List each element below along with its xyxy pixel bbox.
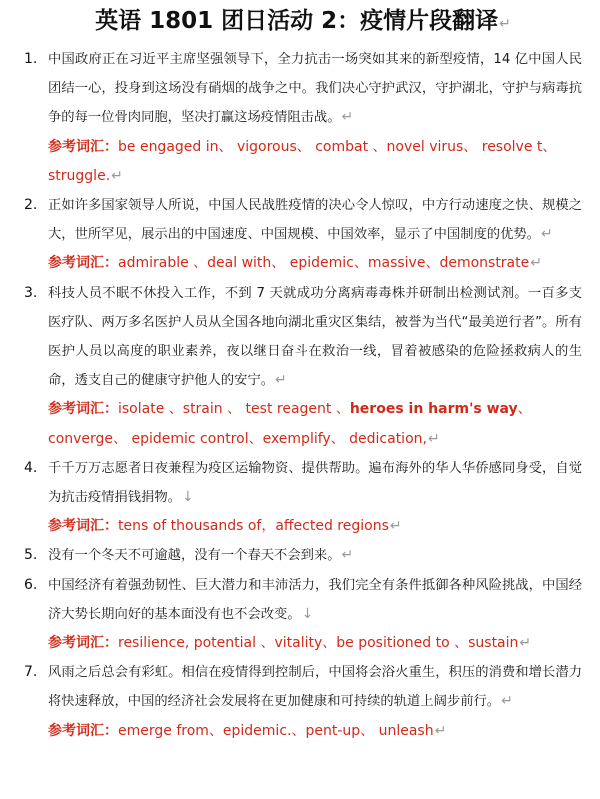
vocab-terms-bold: heroes in harm's way bbox=[349, 401, 518, 418]
item-text bbox=[48, 45, 582, 133]
paragraph-mark-icon: ↵ bbox=[501, 693, 513, 710]
vocab-terms: emerge from、epidemic.、pent-up、 unleash bbox=[118, 722, 434, 739]
paragraph-mark-icon: ↵ bbox=[111, 167, 123, 184]
vocab-terms: admirable 、deal with、 epidemic、massive、demonstrate bbox=[118, 255, 530, 272]
list-item bbox=[24, 454, 582, 542]
item-text-content: 千千万万志愿者日夜兼程为疫区运输物资、提供帮助。遍布海外的华人华侨感同身受，自觉为抗击疫情捐钱捐物。 bbox=[48, 460, 582, 506]
item-text-content: 中国政府正在习近平主席坚强领导下，全力抗击一场突如其来的新型疫情，14 亿中国人民团结一心，投身到这场没有硝烟的战争之中。我们决心守护武汉，守护湖北，守护与病毒抗争的每一位骨肉同胞，坚决打赢这场疫情阻击战。 bbox=[48, 52, 582, 126]
vocab-label: 参考词汇： bbox=[48, 635, 118, 652]
list-item bbox=[24, 541, 582, 570]
list-item bbox=[24, 658, 582, 746]
vocab-line bbox=[48, 395, 582, 453]
vocab-terms: be engaged in、 vigorous、 combat 、novel virus、 resolve t、 struggle. bbox=[48, 138, 557, 184]
list-item bbox=[24, 279, 582, 454]
list-item bbox=[24, 571, 582, 659]
item-number: 5. bbox=[24, 547, 38, 564]
item-text bbox=[48, 279, 582, 396]
item-text bbox=[48, 454, 582, 512]
item-number: 6. bbox=[24, 576, 38, 593]
line-break-mark-icon: ↓ bbox=[301, 605, 314, 622]
item-number: 4. bbox=[24, 459, 38, 476]
vocab-terms: resilience, potential 、vitality、be positioned to 、sustain bbox=[118, 635, 519, 652]
vocab-line bbox=[48, 629, 582, 658]
paragraph-mark-icon: ↵ bbox=[427, 430, 440, 447]
line-break-mark-icon: ↓ bbox=[181, 489, 194, 506]
item-number: 7. bbox=[24, 664, 38, 681]
item-text-content: 科技人员不眠不休投入工作，不到 7 天就成功分离病毒毒株并研制出检测试剂。一百多支医疗队、两万多名医护人员从全国各地向湖北重灾区集结，被誉为当代“最美逆行者”。所有医护人员以高度的职业素养，夜以继日奋斗在救治一线，冒着被感染的危险拯救病人的生命，透支自己的健康守护他人的安宁。 bbox=[48, 285, 582, 389]
paragraph-mark-icon: ↵ bbox=[530, 255, 542, 272]
vocab-line bbox=[48, 512, 582, 541]
vocab-label: 参考词汇： bbox=[48, 518, 118, 535]
vocab-label: 参考词汇： bbox=[48, 138, 118, 155]
vocab-line bbox=[48, 249, 582, 278]
vocab-label: 参考词汇： bbox=[48, 255, 118, 272]
item-text-content: 风雨之后总会有彩虹。相信在疫情得到控制后，中国将会浴火重生，积压的消费和增长潜力将快速释放，中国的经济社会发展将在更加健康和可持续的轨道上阔步前行。 bbox=[48, 665, 582, 710]
vocab-terms-before: isolate 、strain 、 test reagent 、 bbox=[118, 401, 350, 418]
item-number: 1. bbox=[24, 51, 38, 67]
item-text bbox=[48, 571, 582, 629]
item-text bbox=[48, 191, 582, 249]
paragraph-mark-icon: ↵ bbox=[540, 226, 553, 243]
paragraph-mark-icon: ↵ bbox=[499, 16, 511, 32]
item-number: 2. bbox=[24, 197, 38, 214]
item-text-content: 正如许多国家领导人所说，中国人民战胜疫情的决心令人惊叹，中方行动速度之快、规模之大，世所罕见，展示出的中国速度、中国规模、中国效率，显示了中国制度的优势。 bbox=[48, 198, 582, 243]
document-title bbox=[24, 6, 582, 39]
item-number: 3. bbox=[24, 284, 38, 301]
paragraph-mark-icon: ↵ bbox=[275, 372, 287, 389]
vocab-terms bbox=[48, 401, 532, 446]
vocab-label: 参考词汇： bbox=[48, 722, 118, 739]
vocab-terms-after: 、converge、 epidemic control、exemplify、 dedication, bbox=[48, 401, 532, 447]
paragraph-mark-icon: ↵ bbox=[341, 109, 354, 126]
paragraph-mark-icon: ↵ bbox=[434, 722, 447, 739]
item-text-content: 中国经济有着强劲韧性、巨大潜力和丰沛活力，我们完全有条件抵御各种风险挑战，中国经济大势长期向好的基本面没有也不会改变。 bbox=[48, 577, 582, 622]
document-title-text: 英语 1801 团日活动 2：疫情片段翻译 bbox=[95, 8, 499, 34]
paragraph-mark-icon: ↵ bbox=[341, 547, 354, 564]
list-item bbox=[24, 45, 582, 191]
item-text-content: 没有一个冬天不可逾越，没有一个春天不会到来。 bbox=[48, 548, 341, 564]
vocab-terms: tens of thousands of，affected regions bbox=[118, 518, 389, 535]
list-item bbox=[24, 191, 582, 279]
item-text bbox=[48, 658, 582, 716]
vocab-line bbox=[48, 133, 582, 191]
paragraph-mark-icon: ↵ bbox=[519, 635, 532, 652]
paragraph-mark-icon: ↵ bbox=[389, 518, 402, 535]
translation-list bbox=[24, 45, 582, 746]
vocab-line bbox=[48, 717, 582, 746]
item-text bbox=[48, 541, 582, 570]
vocab-label: 参考词汇： bbox=[48, 401, 118, 418]
